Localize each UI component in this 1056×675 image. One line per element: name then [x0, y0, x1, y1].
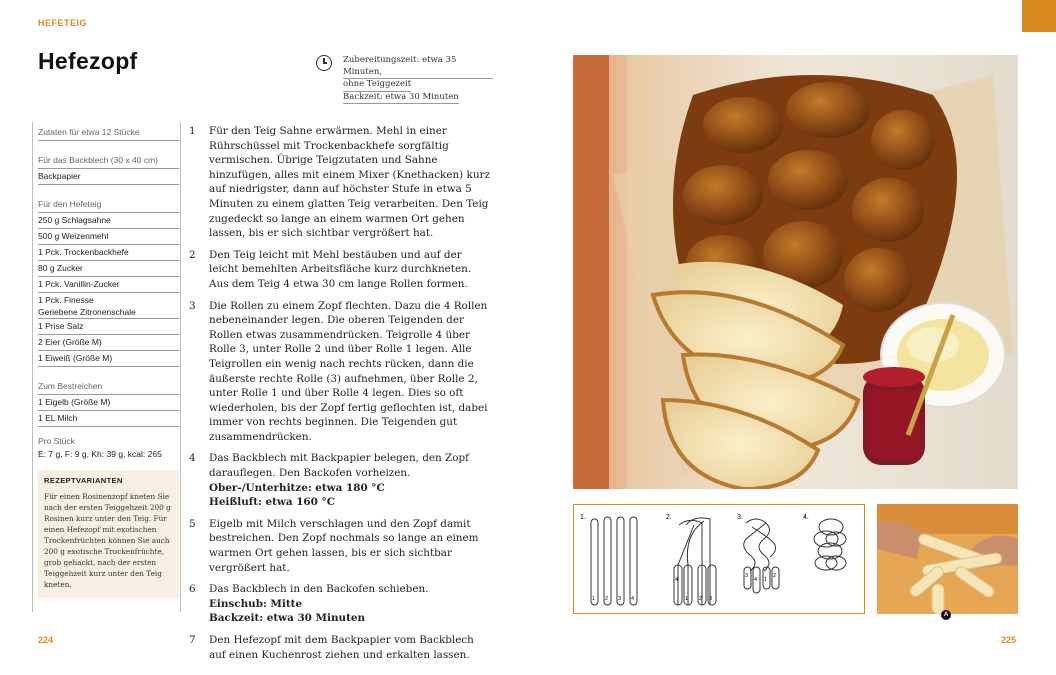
step-number: 6: [189, 583, 196, 596]
brush-heading: Zum Bestreichen: [38, 379, 179, 395]
ingredient-item: 1 Pck. Trockenbackhefe: [38, 245, 179, 261]
strand-number: 3: [709, 596, 713, 602]
step-bold-line: Heißluft: etwa 160 °C: [209, 496, 335, 509]
step-2: [189, 248, 491, 292]
per-piece-heading: Pro Stück: [38, 436, 75, 446]
strand-number: 1: [764, 577, 768, 583]
step-text: Das Backblech mit Backpapier belegen, den Zopf darauflegen. Den Backofen vorheizen.: [209, 452, 470, 480]
ingredient-item: 2 Eier (Größe M): [38, 335, 179, 351]
sidebar-right-rule: [180, 122, 181, 612]
ingredient-item: 80 g Zucker: [38, 261, 179, 277]
ingredient-item: 1 Prise Salz: [38, 319, 179, 335]
baking-sheet-heading: Für das Backblech (30 x 40 cm): [38, 153, 179, 169]
step-number: 4: [189, 452, 196, 465]
step-number: 3: [189, 299, 196, 312]
clock-icon: [316, 55, 332, 71]
strand-number: 2: [773, 573, 777, 579]
step-7: [189, 633, 491, 662]
instruction-steps: [189, 124, 491, 669]
step-bold-line: Ober-/Unterhitze: etwa 180 °C: [209, 481, 385, 494]
strand-number: 2: [605, 596, 609, 602]
ingredient-item: Backpapier: [38, 169, 179, 185]
strand-number: 3: [745, 573, 749, 579]
ingredient-item: 250 g Schlagsahne: [38, 213, 179, 229]
step-number: 2: [189, 248, 196, 261]
page-number-right: 225: [1001, 635, 1017, 645]
section-label: HEFETEIG: [38, 18, 88, 28]
diagram-step-label: 3.: [737, 514, 743, 521]
bake-time-line: Backzeit: etwa 30 Minuten: [343, 92, 459, 105]
strand-number: 4: [754, 577, 758, 583]
step-bold-line: Backzeit: etwa 30 Minuten: [209, 612, 366, 625]
page-title: Hefezopf: [38, 48, 138, 74]
nutrition-values: E: 7 g, F: 9 g, Kh: 39 g, kcal: 265: [38, 449, 162, 459]
strand-number: 4: [631, 596, 635, 602]
photo-badge: A: [941, 610, 951, 620]
corner-tab: [1022, 0, 1056, 32]
time-text: [343, 55, 493, 104]
ingredient-item: 1 Eigelb (Größe M): [38, 395, 179, 411]
ingredient-item: 500 g Weizenmehl: [38, 229, 179, 245]
page-number-left: 224: [38, 635, 54, 645]
dough-heading: Für den Hefeteig: [38, 197, 179, 213]
variant-text: Für einen Rosinenzopf kneten Sie nach der ersten Teiggehzeit 200 g Rosinen kurz unter den Teig. Für einen Hefezopf mit exotischen Trockenfrüchten können Sie auch 200 g exotische Trockenfrüchte, grob gehackt, nach der ersten Teiggehzeit kurz unter den Teig kneten.: [44, 492, 171, 589]
bread-photo: [573, 55, 1018, 489]
strand-number: 2: [699, 596, 703, 602]
step-text: Den Hefezopf mit dem Backpapier vom Backblech auf einen Kuchenrost ziehen und erkalten lassen.: [209, 634, 474, 661]
diagram-step-label: 4.: [803, 514, 809, 521]
braiding-diagram: [573, 504, 865, 614]
step-5: [189, 517, 491, 575]
step-4: [189, 451, 491, 509]
yield-text: Zutaten für etwa 12 Stücke: [38, 125, 179, 141]
step-6: [189, 582, 491, 626]
braiding-hands-photo: [877, 504, 1018, 614]
step-text: Eigelb mit Milch verschlagen und den Zopf damit bestreichen. Den Zopf nochmals so lange an einem warmen Ort gehen lassen, bis er sich sichtbar vergrößert hat.: [209, 517, 479, 574]
ingredient-item: 1 EL Milch: [38, 411, 179, 427]
step-number: 5: [189, 517, 196, 530]
step-text: Für den Teig Sahne erwärmen. Mehl in einer Rührschüssel mit Trockenbackhefe sorgfältig vermischen. Übrige Teigzutaten und Sahne hinzufügen, alles mit einem Mixer (Knethacken) kurz auf niedrigster, dann auf höchster Stufe in etwa 5 Minuten zu einem glatten Teig verarbeiten. Den Teig zugedeckt so lange an einem warmen Ort gehen lassen, bis er sich sichtbar vergrößert hat.: [209, 125, 490, 240]
strand-number: 1: [685, 596, 689, 602]
variant-box: [38, 470, 179, 598]
step-3: [189, 299, 491, 445]
step-1: [189, 124, 491, 241]
step-bold-line: Einschub: Mitte: [209, 597, 303, 610]
strand-number: 1: [592, 596, 596, 602]
ingredient-item: 1 Pck. Finesse Geriebene Zitronenschale: [38, 293, 179, 319]
prep-time-line1: Zubereitungszeit: etwa 35 Minuten,: [343, 55, 493, 79]
strand-number: 3: [618, 596, 622, 602]
ingredients-sidebar: [38, 125, 179, 598]
variant-title: REZEPTVARIANTEN: [44, 476, 123, 485]
prep-time-line2: ohne Teiggezeit: [343, 79, 411, 92]
strand-number: 4: [675, 577, 679, 583]
sidebar-left-rule: [32, 122, 33, 612]
step-number: 7: [189, 634, 196, 646]
diagram-step-label: 2.: [666, 514, 672, 521]
ingredient-item: 1 Eiweiß (Größe M): [38, 351, 179, 367]
step-number: 1: [189, 125, 196, 137]
ingredient-item: 1 Pck. Vanillin-Zucker: [38, 277, 179, 293]
step-text: Das Backblech in den Backofen schieben.: [209, 583, 429, 596]
step-text: Den Teig leicht mit Mehl bestäuben und auf der leicht bemehlten Arbeitsfläche kurz durchkneten. Aus dem Teig 4 etwa 30 cm lange Rollen formen.: [209, 248, 472, 290]
diagram-step-label: 1.: [580, 514, 586, 521]
step-text: Die Rollen zu einem Zopf flechten. Dazu die 4 Rollen nebeneinander legen. Die oberen Teigenden der Rollen etwas zusammendrücken. Teigrolle 4 über Rolle 3, unter Rolle 2 und über Rolle 1 legen. Alle Teigrollen ein wenig nach rechts rücken, dann die äußerste rechte Rolle (3) aufnehmen, über Rolle 2, unter Rolle 1 und über Rolle 4 legen. Dies so oft wiederholen, bis der Zopf fertig geflochten ist, dabei immer von rechts beginnen. Die Teigenden gut zusammendrücken.: [209, 299, 488, 443]
